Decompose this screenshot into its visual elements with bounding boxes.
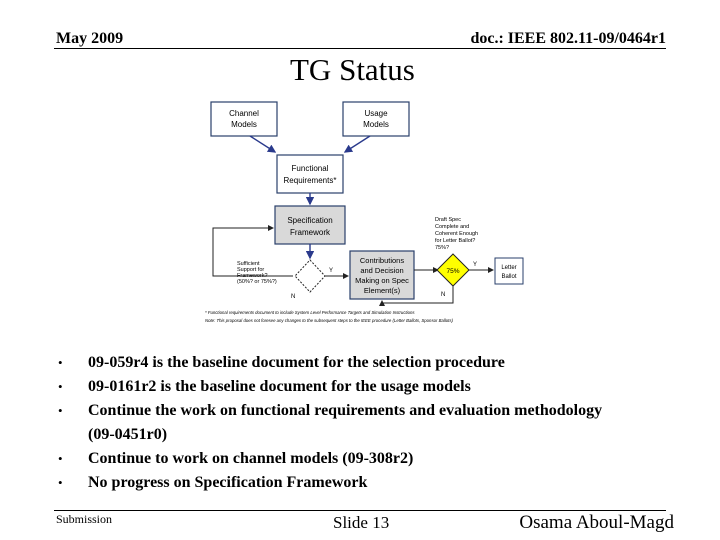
functional-requirements-line-1: Functional [291, 164, 329, 173]
draft-spec-line-4: for Letter Ballot? [435, 238, 476, 244]
sufficient-support-line-2: Support for [237, 267, 265, 273]
specification-framework-box [275, 206, 345, 244]
contributions-line-1: Contributions [359, 256, 405, 265]
bullet-dot: • [58, 355, 63, 370]
arrow-channel-to-functional [250, 136, 275, 152]
bullet-text: No progress on Specification Framework [88, 474, 368, 491]
contributions-line-4: Element(s) [363, 286, 401, 295]
usage-models-line-2: Models [363, 120, 389, 129]
contributions-line-2: and Decision [360, 266, 404, 275]
sufficient-support-line-4: (50%? or 75%?) [237, 279, 277, 285]
draft-spec-line-5: 75%? [435, 245, 450, 251]
bullet-dot: • [58, 403, 63, 418]
draft-spec-line-1: Draft Spec [435, 217, 461, 223]
letter-ballot-line-1: Letter [501, 265, 517, 271]
letter-ballot-box [495, 258, 523, 284]
draft-yes-label: Y [473, 262, 478, 268]
channel-models-line-1: Channel [229, 109, 259, 118]
channel-models-line-2: Models [231, 120, 257, 129]
specification-framework-line-1: Specification [287, 216, 333, 225]
header-doc-id: doc.: IEEE 802.11-09/0464r1 [470, 30, 666, 47]
draft-percent-label: 75% [446, 268, 460, 275]
draft-spec-line-2: Complete and [435, 224, 470, 230]
usage-models-line-1: Usage [364, 109, 388, 118]
footer-slide-number: Slide 13 [333, 513, 390, 532]
status-bullet-list [56, 351, 616, 495]
bullet-text: 09-059r4 is the baseline document for the selection procedure [88, 354, 505, 371]
sufficient-support-line-3: Framework? [237, 273, 268, 279]
specification-framework-line-2: Framework [289, 228, 331, 237]
footer-author: Osama Aboul-Magd [519, 512, 674, 533]
bullet-item [56, 447, 616, 471]
bullet-dot: • [58, 475, 63, 490]
arrow-usage-to-functional [345, 136, 370, 152]
decision-no-label: N [291, 294, 296, 300]
draft-spec-line-3: Coherent Enough [435, 231, 479, 237]
bullet-text: Continue to work on channel models (09-308r2) [88, 450, 414, 467]
process-flow-diagram [205, 98, 525, 330]
support-decision-diamond [295, 260, 325, 292]
diagram-footnote-2: Note: This proposal does not foresee any changes to the subsequent steps to the IEEE procedure (Letter Ballots, Sponsor Ballots) [205, 318, 453, 323]
bullet-text: 09-0161r2 is the baseline document for the usage models [88, 378, 471, 395]
bullet-item [56, 375, 616, 399]
draft-no-label: N [441, 292, 446, 298]
functional-requirements-line-2: Requirements* [283, 176, 337, 185]
decision-yes-label: Y [329, 268, 334, 274]
header-rule [54, 48, 666, 49]
bullet-item [56, 351, 616, 375]
diagram-footnote-1: * Functional requirements document to include System Level Performance Targets and Simulation Instructions [205, 310, 415, 315]
bullet-item [56, 471, 616, 495]
contributions-line-3: Making on Spec [355, 276, 409, 285]
functional-requirements-box [277, 155, 343, 193]
header-date: May 2009 [56, 30, 124, 47]
slide-title: TG Status [290, 52, 415, 87]
usage-models-box [343, 102, 409, 136]
bullet-dot: • [58, 451, 63, 466]
contributions-box [350, 251, 414, 299]
bullet-text: Continue the work on functional requirements and evaluation methodology (09-0451r0) [88, 402, 603, 443]
footer-submission: Submission [56, 512, 113, 526]
channel-models-box [211, 102, 277, 136]
letter-ballot-line-2: Ballot [501, 274, 517, 280]
bullet-item [56, 399, 616, 447]
bullet-dot: • [58, 379, 63, 394]
sufficient-support-line-1: Sufficient [237, 261, 260, 267]
footer-rule [54, 510, 666, 511]
